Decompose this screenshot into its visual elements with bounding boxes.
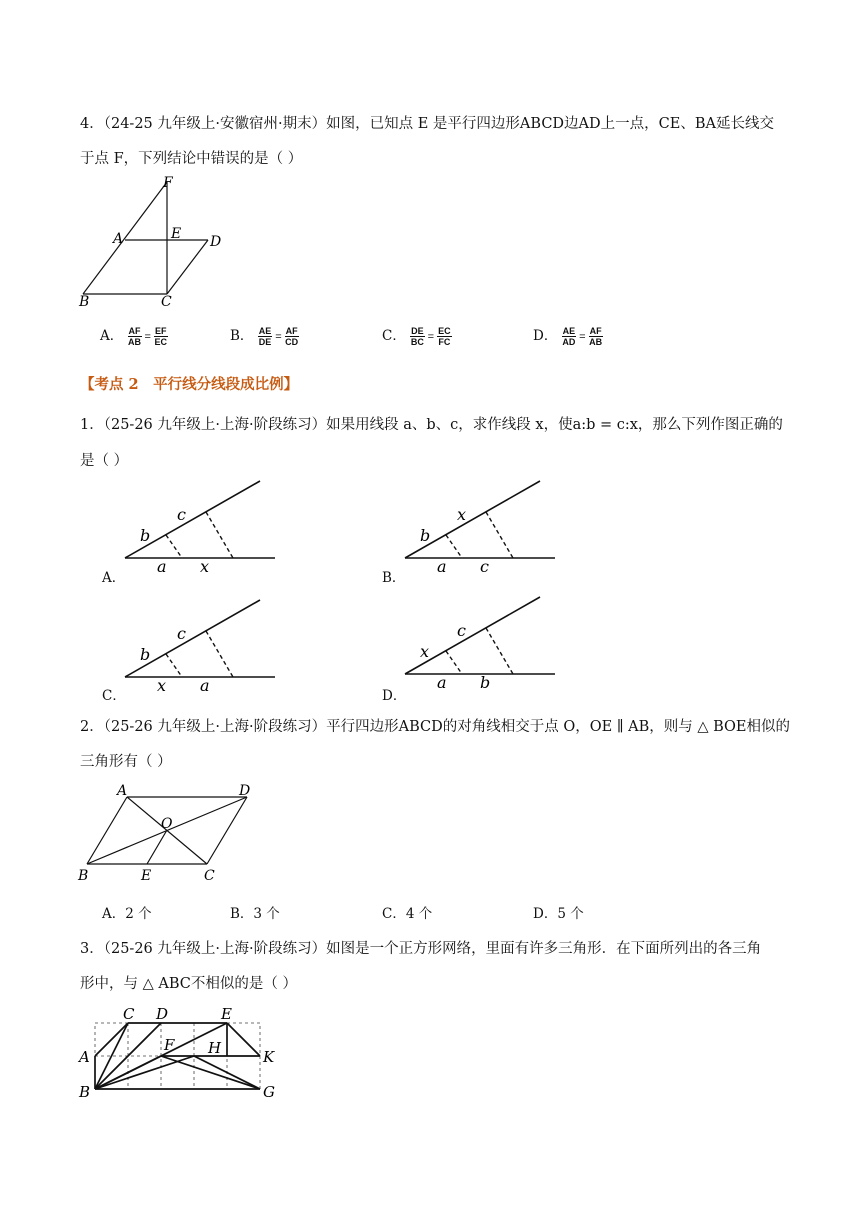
q4-option-letter: D． xyxy=(533,328,558,344)
q1-d-label-upper2: c xyxy=(457,621,466,640)
q4-fraction: $\frac{AF}{CD}$ xyxy=(285,326,299,347)
q4-label-D: D xyxy=(210,234,222,250)
q1-b-label-lower2: c xyxy=(480,557,489,576)
q1-c-label-lower2: a xyxy=(200,676,210,695)
q3-label-A: A xyxy=(79,1048,90,1066)
q2-line1 xyxy=(80,715,790,736)
q1-b-label-upper2: x xyxy=(457,505,467,524)
q4-label-F: F xyxy=(163,175,173,191)
q1-b-label-upper1: b xyxy=(420,526,431,545)
q4-text-1: 如图，已知点 E 是平行四边形ABCD边AD上一点，CE、BA延长线交 xyxy=(326,116,774,132)
q2-option-b[interactable]: B．3 个 xyxy=(230,906,280,922)
q2-label-B: B xyxy=(78,868,89,884)
q4-line2 xyxy=(80,147,302,168)
q2-text-1: 平行四边形ABCD的对角线相交于点 O，OE ∥ AB，则与 △ BOE相似的 xyxy=(326,719,791,735)
q1-c-label-upper1: b xyxy=(140,645,151,664)
q2-option-d[interactable]: D．5 个 xyxy=(533,906,584,922)
q1-figure-b xyxy=(400,478,560,578)
q3-label-G: G xyxy=(263,1083,275,1101)
q2-label-E: E xyxy=(141,868,152,884)
q3-label-B: B xyxy=(79,1083,91,1101)
q1-a-label-upper1: b xyxy=(140,526,151,545)
q2-text-2: 三角形有（ ） xyxy=(80,754,172,770)
q4-option-c[interactable]: C． $\frac{DE}{BC}$ = $\frac{EC}{FC}$ xyxy=(382,326,451,347)
q4-fraction: $\frac{EC}{FC}$ xyxy=(438,326,451,347)
q1-option-a-letter[interactable]: A． xyxy=(102,570,126,586)
q2-label-D: D xyxy=(239,783,251,799)
q4-option-letter: B． xyxy=(230,328,254,344)
q4-option-letter: A． xyxy=(100,328,124,344)
q4-source: （24-25 九年级上·安徽宿州·期末） xyxy=(103,116,327,132)
section-heading: 【考点 2 平行线分线段成比例】 xyxy=(80,376,299,393)
q3-line2 xyxy=(80,972,297,993)
q3-source: （25-26 九年级上·上海·阶段练习） xyxy=(103,941,327,957)
q3-label-C: C xyxy=(123,1005,135,1023)
q4-fraction: $\frac{AF}{AB}$ xyxy=(128,326,142,347)
q1-line1 xyxy=(80,413,783,434)
q3-text-1: 如图是一个正方形网络，里面有许多三角形．在下面所列出的各三角 xyxy=(326,941,762,957)
q1-source: （25-26 九年级上·上海·阶段练习） xyxy=(103,417,327,433)
q2-line2 xyxy=(80,750,172,771)
q1-line2 xyxy=(80,449,128,470)
q4-label-C: C xyxy=(161,294,172,310)
q1-d-label-lower1: a xyxy=(437,673,447,692)
q1-d-label-upper1: x xyxy=(420,642,430,661)
q3-text-2: 形中，与 △ ABC不相似的是（ ） xyxy=(80,976,297,992)
q2-option-c[interactable]: C．4 个 xyxy=(382,906,433,922)
q3-label-K: K xyxy=(263,1048,275,1066)
q3-label-D: D xyxy=(156,1005,169,1023)
q4-option-a[interactable]: A． $\frac{AF}{AB}$ = $\frac{EF}{EC}$ xyxy=(100,326,167,347)
q1-number: 1． xyxy=(80,417,104,433)
q4-option-b[interactable]: B． $\frac{AE}{DE}$ = $\frac{AF}{CD}$ xyxy=(230,326,299,347)
q2-source: （25-26 九年级上·上海·阶段练习） xyxy=(103,719,327,735)
q3-label-F: F xyxy=(164,1036,175,1054)
q1-text-1: 如果用线段 a、b、c，求作线段 x，使a:b = c:x，那么下列作图正确的 xyxy=(326,417,783,433)
q1-figure-d xyxy=(400,594,560,694)
q2-figure xyxy=(75,780,265,890)
q1-b-label-lower1: a xyxy=(437,557,447,576)
q1-option-d-letter[interactable]: D． xyxy=(382,688,407,704)
q1-text-2: 是（ ） xyxy=(80,453,129,469)
q1-a-label-lower2: x xyxy=(200,557,210,576)
q3-label-E: E xyxy=(221,1005,232,1023)
q4-line1 xyxy=(80,112,774,133)
q1-c-label-upper2: c xyxy=(177,624,186,643)
q2-label-A: A xyxy=(117,783,128,799)
q2-label-C: C xyxy=(204,868,215,884)
q2-number: 2． xyxy=(80,719,104,735)
q4-label-A: A xyxy=(113,231,124,247)
q4-fraction: $\frac{AE}{AD}$ xyxy=(562,326,576,347)
q4-label-B: B xyxy=(79,294,90,310)
q3-number: 3． xyxy=(80,941,104,957)
q3-line1 xyxy=(80,937,761,958)
q1-c-label-lower1: x xyxy=(157,676,167,695)
q1-figure-c xyxy=(120,597,280,697)
q4-figure xyxy=(70,170,250,310)
q1-d-label-lower2: b xyxy=(480,673,491,692)
q3-label-H: H xyxy=(208,1039,222,1057)
q4-text-2: 于点 F，下列结论中错误的是（ ） xyxy=(80,151,303,167)
q4-label-E: E xyxy=(171,226,182,242)
q2-label-O: O xyxy=(161,816,173,832)
q4-fraction: $\frac{DE}{BC}$ xyxy=(410,326,424,347)
q1-option-c-letter[interactable]: C． xyxy=(102,688,126,704)
q1-option-b-letter[interactable]: B． xyxy=(382,570,406,586)
q1-a-label-upper2: c xyxy=(177,505,186,524)
q4-option-d[interactable]: D． $\frac{AE}{AD}$ = $\frac{AF}{AB}$ xyxy=(533,326,603,347)
q1-figure-a xyxy=(120,478,280,578)
q3-figure xyxy=(75,1000,290,1110)
q4-fraction: $\frac{AE}{DE}$ xyxy=(258,326,272,347)
q1-a-label-lower1: a xyxy=(157,557,167,576)
q4-option-letter: C． xyxy=(382,328,406,344)
q4-fraction: $\frac{EF}{EC}$ xyxy=(154,326,167,347)
q4-number: 4． xyxy=(80,116,104,132)
q4-fraction: $\frac{AF}{AB}$ xyxy=(589,326,603,347)
q2-option-a[interactable]: A．2 个 xyxy=(102,906,152,922)
